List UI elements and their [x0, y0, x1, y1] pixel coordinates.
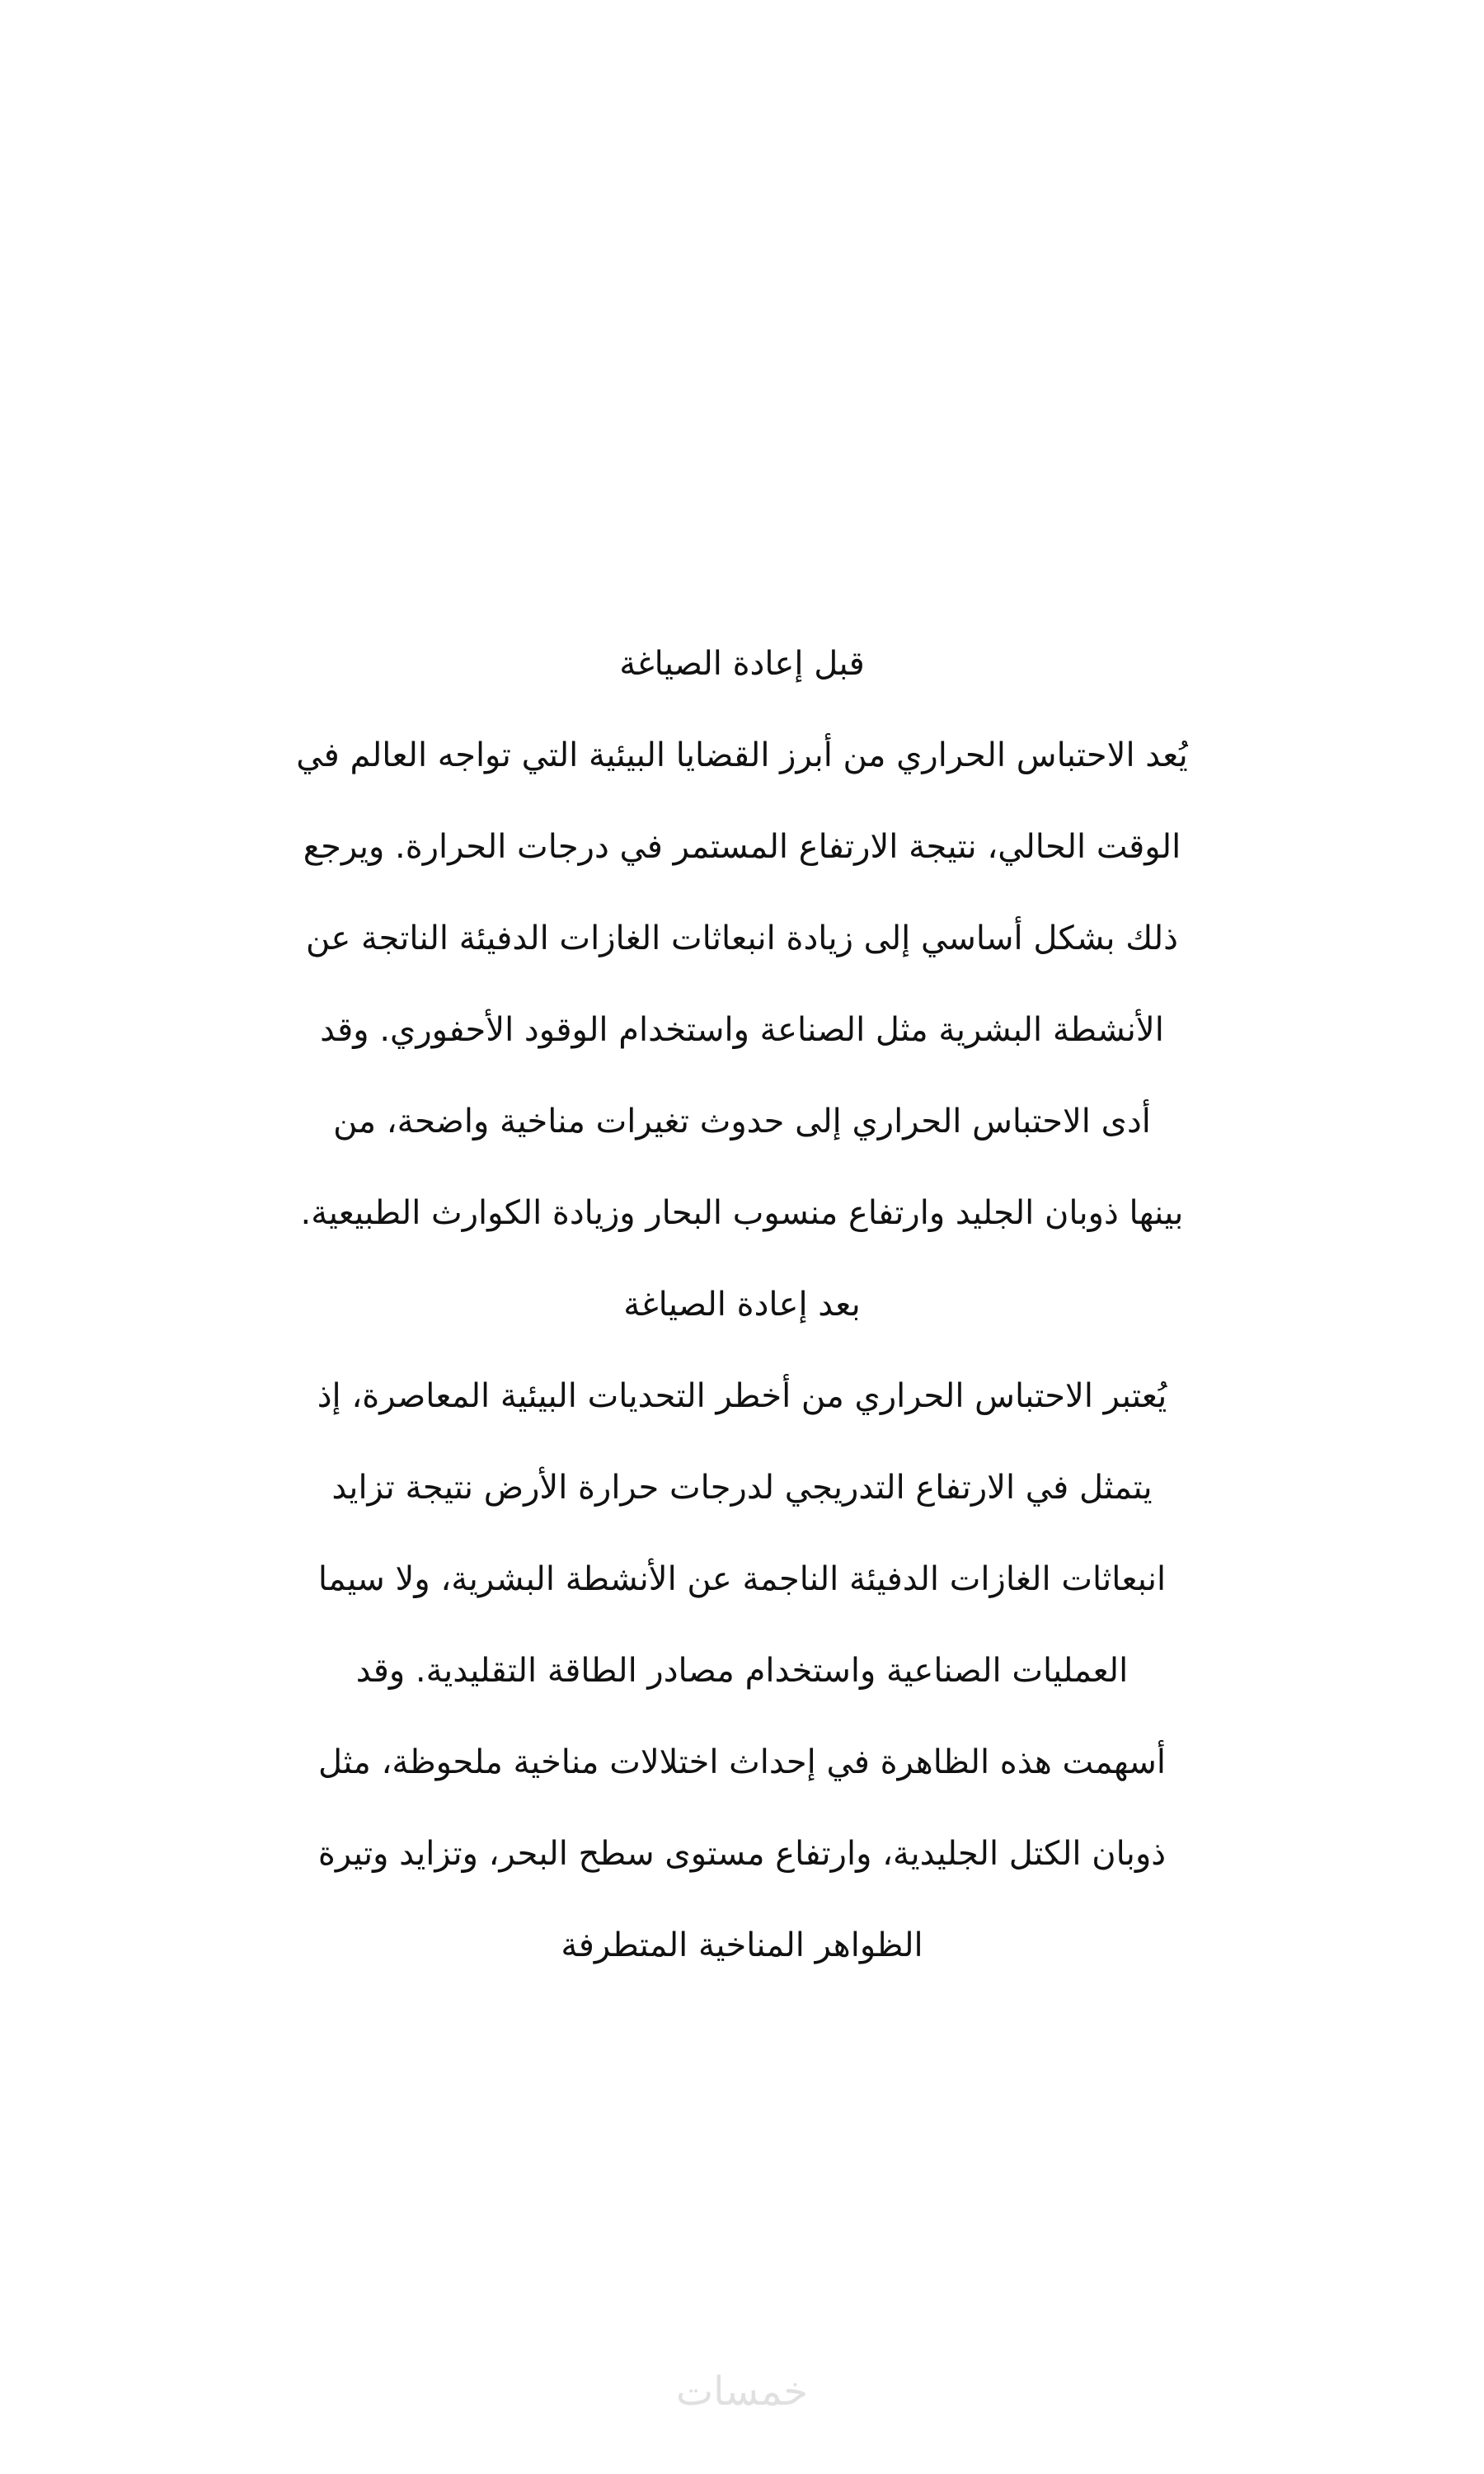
- after-text-line: انبعاثات الغازات الدفيئة الناجمة عن الأنشطة البشرية، ولا سيما: [317, 1560, 1167, 1598]
- after-text-line: العمليات الصناعية واستخدام مصادر الطاقة التقليدية. وقد: [355, 1652, 1129, 1690]
- document-body: [0, 618, 1484, 1992]
- before-text-line: أدى الاحتباس الحراري إلى حدوث تغيرات مناخية واضحة، من: [333, 1103, 1151, 1141]
- after-text-line: الظواهر المناخية المتطرفة: [561, 1926, 923, 1964]
- before-text-line: الوقت الحالي، نتيجة الارتفاع المستمر في درجات الحرارة. ويرجع: [303, 828, 1181, 866]
- after-text-line: يُعتبر الاحتباس الحراري من أخطر التحديات البيئية المعاصرة، إذ: [317, 1377, 1167, 1415]
- khamsat-watermark: خمسات: [675, 2368, 809, 2415]
- after-text-line: ذوبان الكتل الجليدية، وارتفاع مستوى سطح البحر، وتزايد وتيرة: [317, 1835, 1167, 1873]
- after-text-line: أسهمت هذه الظاهرة في إحداث اختلالات مناخية ملحوظة، مثل: [317, 1743, 1167, 1781]
- before-heading: قبل إعادة الصياغة: [619, 645, 865, 683]
- after-text-line: يتمثل في الارتفاع التدريجي لدرجات حرارة الأرض نتيجة تزايد: [331, 1469, 1153, 1507]
- before-text-line: يُعد الاحتباس الحراري من أبرز القضايا البيئية التي تواجه العالم في: [296, 736, 1188, 774]
- before-text-line: بينها ذوبان الجليد وارتفاع منسوب البحار وزيادة الكوارث الطبيعية.: [300, 1194, 1184, 1232]
- before-text-line: ذلك بشكل أساسي إلى زيادة انبعاثات الغازات الدفيئة الناتجة عن: [306, 920, 1178, 957]
- after-heading: بعد إعادة الصياغة: [623, 1286, 861, 1324]
- before-text-line: الأنشطة البشرية مثل الصناعة واستخدام الوقود الأحفوري. وقد: [320, 1011, 1164, 1049]
